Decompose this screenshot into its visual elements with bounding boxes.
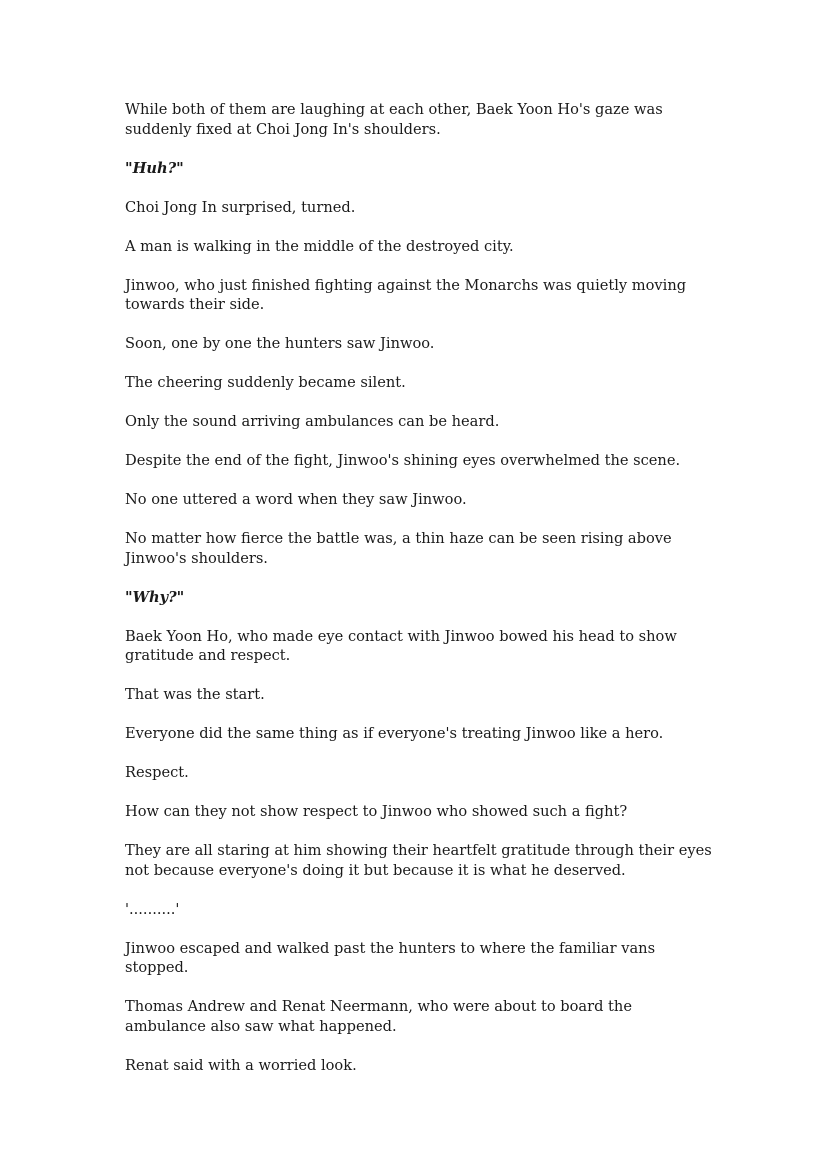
paragraph: Despite the end of the fight, Jinwoo's shining eyes overwhelmed the scene. [125,452,681,470]
paragraph: Thomas Andrew and Renat Neermann, who were about to board the ambulance also saw what happened. [125,998,632,1035]
paragraph: They are all staring at him showing their heartfelt gratitude through their eyes not because everyone's doing it but because it is what he deserved. [125,842,712,879]
paragraph: Jinwoo, who just finished fighting against the Monarchs was quietly moving towards their side. [125,276,687,314]
dialog-line: "Huh?" [125,159,184,177]
paragraph: That was the start. [125,686,265,704]
paragraph: '..........' [125,900,180,918]
paragraph: Everyone did the same thing as if everyone's treating Jinwoo like a hero. [125,725,664,743]
paragraph: Renat said with a worried look. [125,1056,357,1074]
paragraph: Respect. [125,764,189,782]
paragraph: No one uttered a word when they saw Jinwoo. [125,491,467,509]
paragraph: Soon, one by one the hunters saw Jinwoo. [125,335,435,353]
paragraph: Jinwoo escaped and walked past the hunters to where the familiar vans stopped. [125,939,656,977]
paragraph: While both of them are laughing at each other, Baek Yoon Ho's gaze was suddenly fixed at Choi Jong In's shoulders. [125,101,663,138]
dialog-line: "Why?" [125,588,185,606]
paragraph: Choi Jong In surprised, turned. [125,198,356,216]
paragraph: Only the sound arriving ambulances can be heard. [125,413,500,431]
paragraph: A man is walking in the middle of the destroyed city. [125,237,514,255]
paragraph: The cheering suddenly became silent. [125,374,406,392]
paragraph: No matter how fierce the battle was, a thin haze can be seen rising above Jinwoo's shoulders. [125,530,672,567]
paragraph: Baek Yoon Ho, who made eye contact with Jinwoo bowed his head to show gratitude and respect. [125,627,677,665]
paragraph: How can they not show respect to Jinwoo who showed such a fight? [125,803,628,821]
document-body [125,100,715,1095]
